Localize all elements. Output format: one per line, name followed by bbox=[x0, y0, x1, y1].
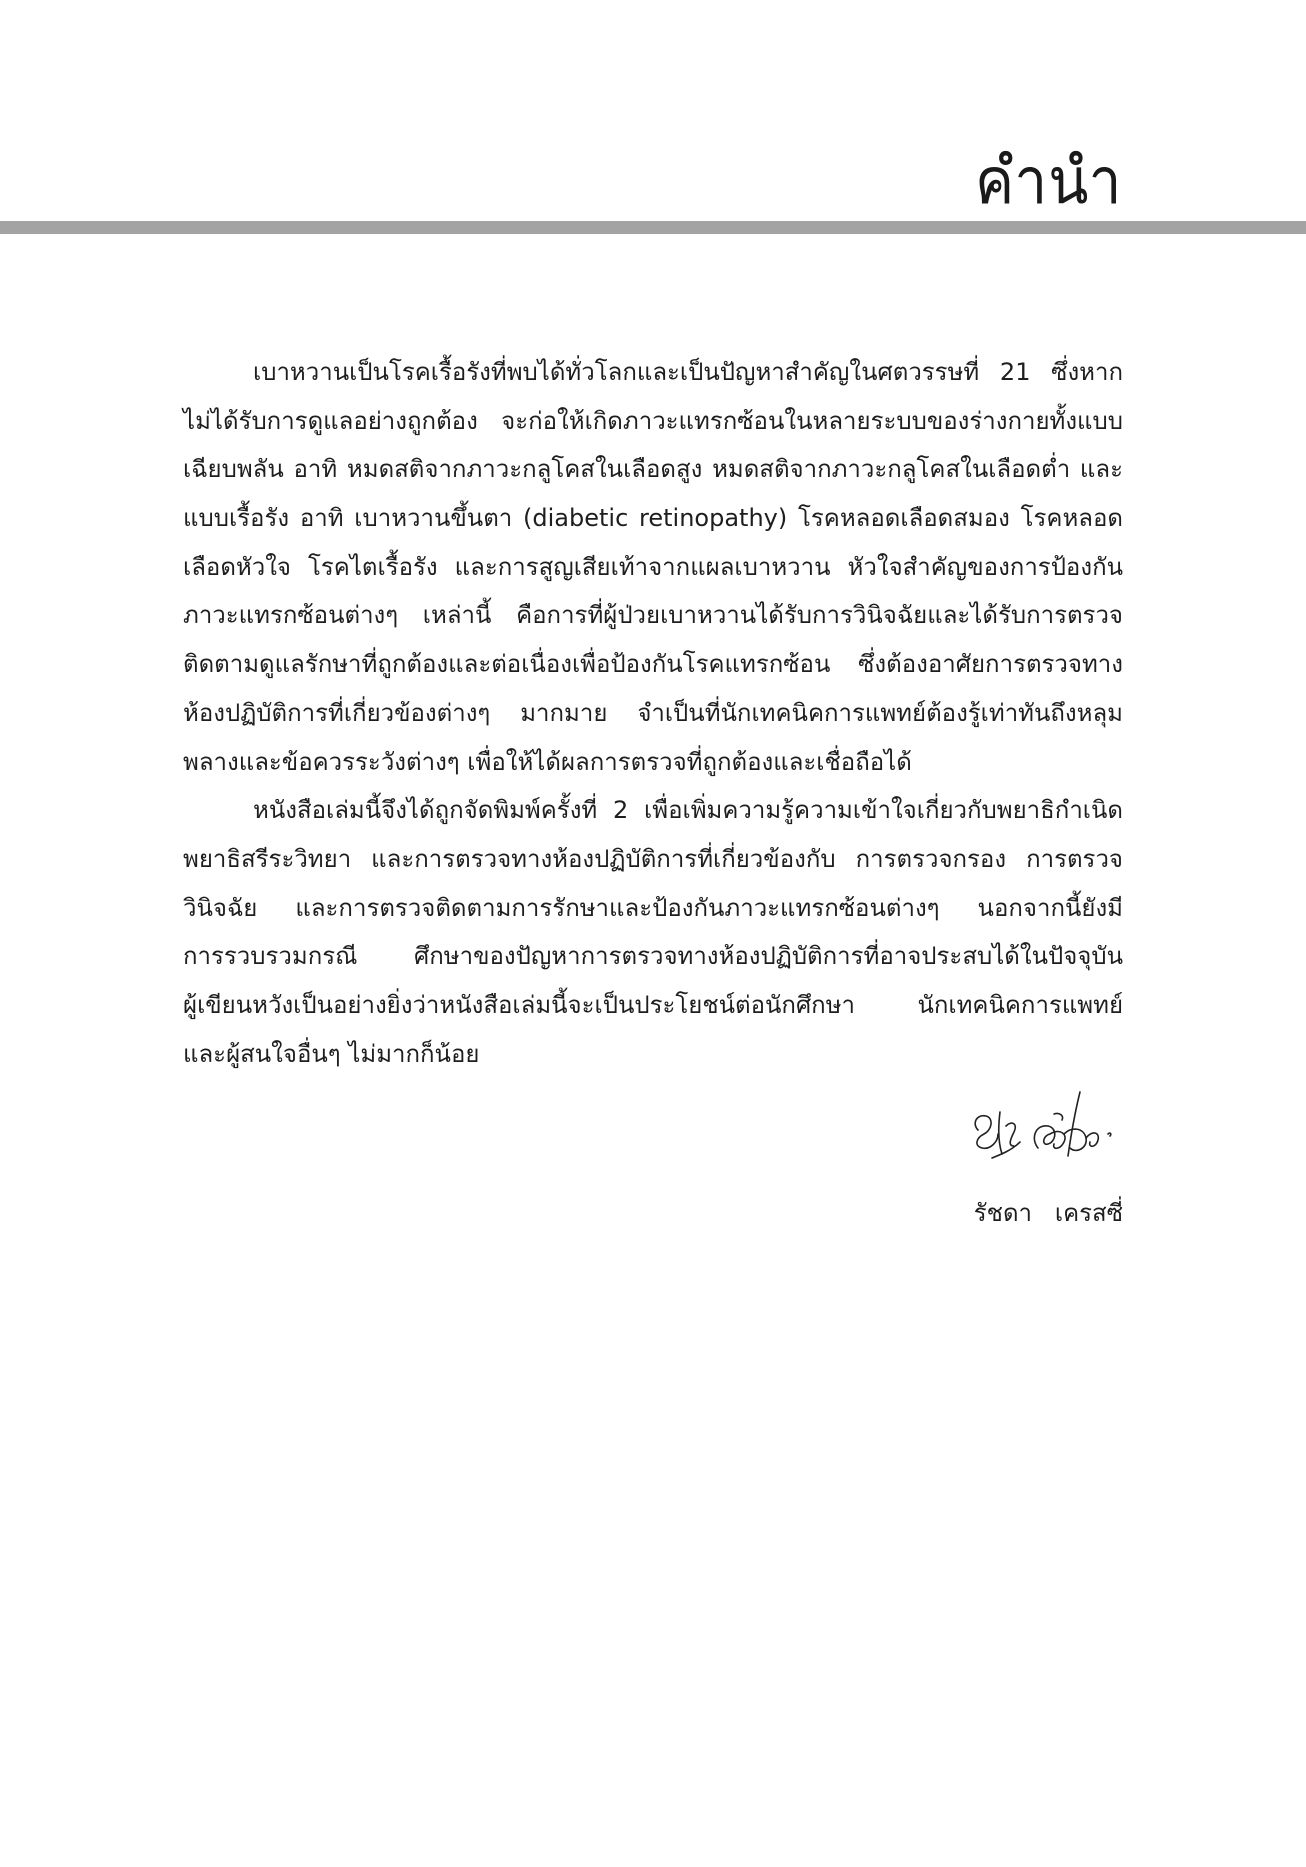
paragraph-2-line-5: ผู้เขียนหวังเป็นอย่างยิ่งว่าหนังสือเล่มนี้จะเป็นประโยชน์ต่อนักศึกษา นักเทคนิคการแพทย์ bbox=[183, 990, 1123, 1019]
preface-body bbox=[183, 348, 1123, 1078]
paragraph-1-line-1: เบาหวานเป็นโรคเรื้อรังที่พบได้ทั่วโลกและเป็นปัญหาสำคัญในศตวรรษที่ 21 ซึ่งหาก bbox=[253, 358, 1123, 386]
author-name: รัชดา เครสซี่ bbox=[973, 1199, 1123, 1227]
paragraph-2-line-6: และผู้สนใจอื่นๆ ไม่มากก็น้อย bbox=[183, 1039, 480, 1068]
paragraph-2-line-4: การรวบรวมกรณี ศึกษาของปัญหาการตรวจทางห้องปฏิบัติการที่อาจประสบได้ในปัจจุบัน bbox=[183, 942, 1123, 971]
paragraph-1-line-9: พลางและข้อควรระวังต่างๆ เพื่อให้ได้ผลการตรวจที่ถูกต้องและเชื่อถือได้ bbox=[183, 747, 912, 776]
paragraph-2-line-2: พยาธิสรีระวิทยา และการตรวจทางห้องปฏิบัติการที่เกี่ยวข้องกับ การตรวจกรอง การตรวจ bbox=[183, 844, 1123, 873]
paragraph-1-line-2: ไม่ได้รับการดูแลอย่างถูกต้อง จะก่อให้เกิดภาวะแทรกซ้อนในหลายระบบของร่างกายทั้งแบบ bbox=[183, 406, 1123, 435]
paragraph-2-line-1: หนังสือเล่มนี้จึงได้ถูกจัดพิมพ์ครั้งที่ 2 เพื่อเพิ่มความรู้ความเข้าใจเกี่ยวกับพยาธิกำเนิด bbox=[253, 796, 1123, 825]
paragraph-1-line-6: ภาวะแทรกซ้อนต่างๆ เหล่านี้ คือการที่ผู้ป่วยเบาหวานได้รับการวินิจฉัยและได้รับการตรวจ bbox=[183, 601, 1123, 630]
paragraph-1-line-3: เฉียบพลัน อาทิ หมดสติจากภาวะกลูโคสในเลือดสูง หมดสติจากภาวะกลูโคสในเลือดต่ำ และ bbox=[183, 455, 1123, 484]
paragraph-1-line-5: เลือดหัวใจ โรคไตเรื้อรัง และการสูญเสียเท้าจากแผลเบาหวาน หัวใจสำคัญของการป้องกัน bbox=[183, 552, 1123, 581]
paragraph-2-line-3: วินิจฉัย และการตรวจติดตามการรักษาและป้องกันภาวะแทรกซ้อนต่างๆ นอกจากนี้ยังมี bbox=[183, 893, 1123, 922]
paragraph-1-line-7: ติดตามดูแลรักษาที่ถูกต้องและต่อเนื่องเพื่อป้องกันโรคแทรกซ้อน ซึ่งต้องอาศัยการตรวจทาง bbox=[183, 650, 1123, 679]
signature-icon bbox=[968, 1072, 1126, 1172]
paragraph-1-line-8: ห้องปฏิบัติการที่เกี่ยวข้องต่างๆ มากมาย จำเป็นที่นักเทคนิคการแพทย์ต้องรู้เท่าทันถึงหลุม bbox=[183, 698, 1123, 727]
title-underline-bar bbox=[0, 221, 1306, 234]
paragraph-1-line-4: แบบเรื้อรัง อาทิ เบาหวานขึ้นตา (diabetic retinopathy) โรคหลอดเลือดสมอง โรคหลอด bbox=[183, 504, 1123, 533]
page-title: คำนำ bbox=[974, 145, 1122, 219]
